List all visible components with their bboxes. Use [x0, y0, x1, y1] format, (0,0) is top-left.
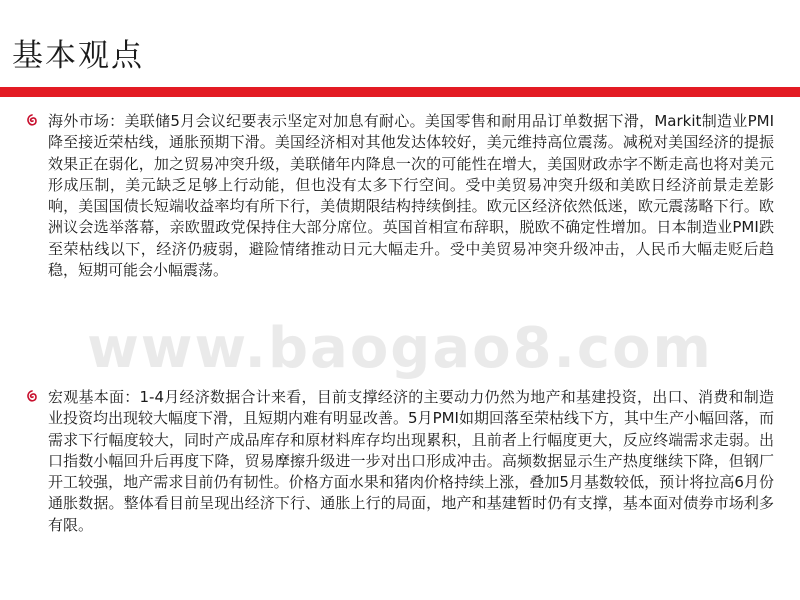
slide-title: 基本观点: [12, 38, 144, 74]
swirl-bullet-icon: [26, 114, 38, 128]
watermark: www.baogao8.com: [87, 316, 713, 381]
title-divider-bar: [0, 87, 800, 97]
overseas-market-paragraph: 海外市场：美联储5月会议纪要表示坚定对加息有耐心。美国零售和耐用品订单数据下滑，Markit制造业PMI降至接近荣枯线，通胀预期下滑。美国经济相对其他发达体较好，美元维持高位震荡。减税对美国经济的提振效果正在弱化，加之贸易冲突升级，美联储年内降息一次的可能性在增大，美国财政赤字不断走高也将对美元形成压制，美元缺乏足够上行动能，但也没有太多下行空间。受中美贸易冲突升级和美欧日经济前景走差影响，美国国债长短端收益率均有所下行，美债期限结构持续倒挂。欧元区经济依然低迷，欧元震荡略下行。欧洲议会选举落幕，亲欧盟政党保持住大部分席位。英国首相宣布辞职，脱欧不确定性增加。日本制造业PMI跌至荣枯线以下，经济仍疲弱，避险情绪推动日元大幅走升。受中美贸易冲突升级冲击，人民币大幅走贬后趋稳，短期可能会小幅震荡。: [48, 112, 774, 280]
swirl-bullet-icon: [26, 390, 38, 404]
macro-fundamentals-paragraph: 宏观基本面：1-4月经济数据合计来看，目前支撑经济的主要动力仍然为地产和基建投资，出口、消费和制造业投资均出现较大幅度下滑，且短期内难有明显改善。5月PMI如期回落至荣枯线下方，其中生产小幅回落，而需求下行幅度较大，同时产成品库存和原材料库存均出现累积，且前者上行幅度更大，反应终端需求走弱。出口指数小幅回升后再度下降，贸易摩擦升级进一步对出口形成冲击。高频数据显示生产热度继续下降，但钢厂开工较强，地产需求目前仍有韧性。价格方面水果和猪肉价格持续上涨，叠加5月基数较低，预计将拉高6月份通胀数据。整体看目前呈现出经济下行、通胀上行的局面，地产和基建暂时仍有支撑，基本面对债券市场利多有限。: [48, 388, 774, 534]
